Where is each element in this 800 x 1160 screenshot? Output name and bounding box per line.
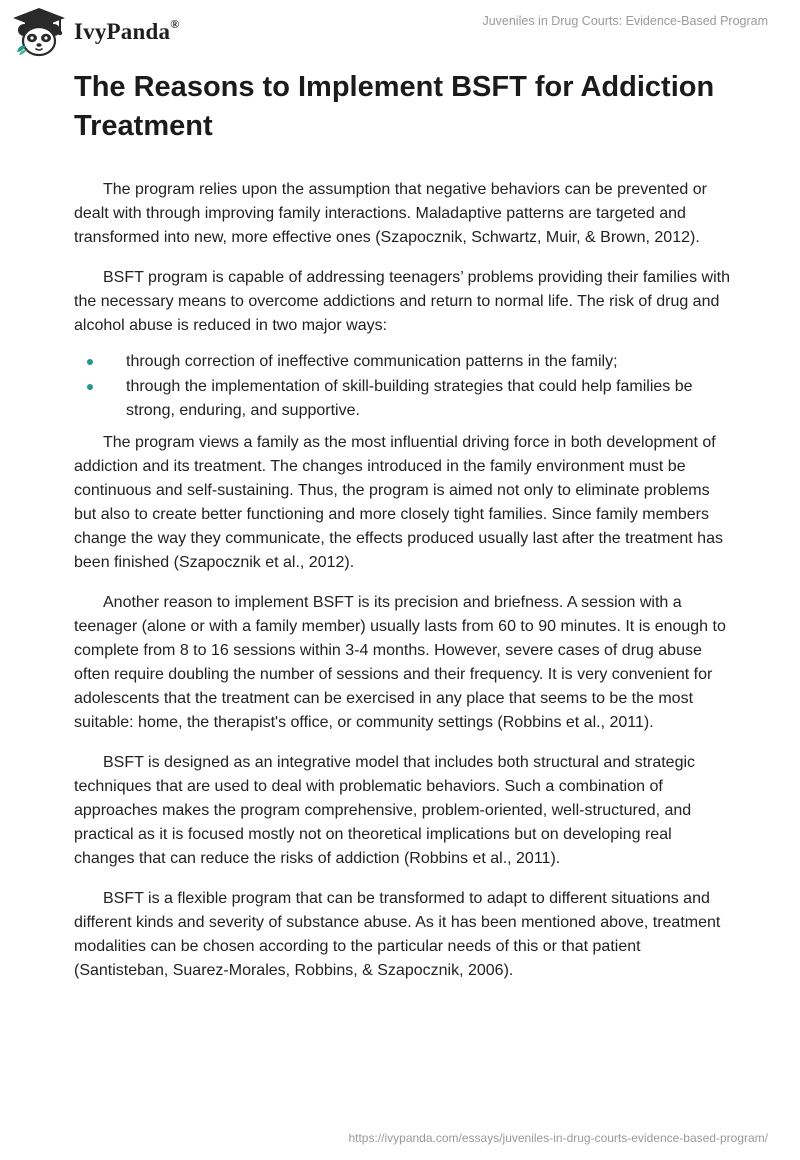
paragraph: Another reason to implement BSFT is its precision and briefness. A session with a teenager (alone or with a family member) usually lasts from 60 to 90 minutes. It is enough to complete from 8 to 16 sessions within 3-4 months. However, severe cases of drug abuse often require doubling the number of sessions and their frequency. It is very convenient for adolescents that the treatment can be exercised in any place that seems to be the most suitable: home, the therapist's office, or community settings (Robbins et al., 2011).	[74, 594, 726, 731]
paragraph: The program relies upon the assumption that negative behaviors can be prevented or dealt with through improving family interactions. Maladaptive patterns are targeted and transformed into new, more effective ones (Szapocznik, Schwartz, Muir, & Brown, 2012).	[74, 181, 707, 246]
paragraph: BSFT is designed as an integrative model that includes both structural and strategic techniques that are used to deal with problematic behaviors. Such a combination of approaches makes the program comprehensive, problem-oriented, well-structured, and practical as it is focused mostly not on theoretical implications but on developing real changes that can reduce the risks of addiction (Robbins et al., 2011).	[74, 754, 696, 867]
list-item-text: through correction of ineffective communication patterns in the family;	[126, 353, 618, 370]
list-item	[74, 350, 734, 374]
list-item	[74, 375, 734, 423]
brand-name: IvyPanda®	[74, 17, 180, 44]
paragraph: BSFT is a flexible program that can be transformed to adapt to different situations and different kinds and severity of substance abuse. As it has been mentioned above, treatment modalities can be chosen according to the particular needs of this or that patient (Santisteban, Suarez-Morales, Robbins, & Szapocznik, 2006).	[74, 890, 721, 979]
list-item-text: through the implementation of skill-building strategies that could help families be strong, enduring, and supportive.	[126, 378, 693, 419]
bullet-list	[74, 350, 734, 423]
document-title: Juveniles in Drug Courts: Evidence-Based Program	[482, 14, 768, 28]
paragraph: The program views a family as the most influential driving force in both development of addiction and its treatment. The changes introduced in the family environment must be continuous and self-sustaining. Thus, the program is aimed not only to eliminate problems but also to create better functioning and more closely tight families. Since family members change the way they communicate, the effects produced usually last after the treatment has been finished (Szapocznik et al., 2012).	[74, 434, 723, 571]
article-body	[74, 68, 734, 999]
page-header	[0, 0, 800, 60]
page-title: The Reasons to Implement BSFT for Addiction Treatment	[74, 71, 715, 142]
panda-graduate-icon	[10, 6, 68, 58]
bullet-dot-icon	[87, 359, 93, 365]
paragraph: BSFT program is capable of addressing teenagers’ problems providing their families with the necessary means to overcome addictions and return to normal life. The risk of drug and alcohol abuse is reduced in two major ways:	[74, 269, 730, 334]
bullet-dot-icon	[87, 384, 93, 390]
source-url-link[interactable]: https://ivypanda.com/essays/juveniles-in-drug-courts-evidence-based-program/	[348, 1131, 768, 1145]
ivypanda-logo[interactable]	[10, 6, 179, 58]
